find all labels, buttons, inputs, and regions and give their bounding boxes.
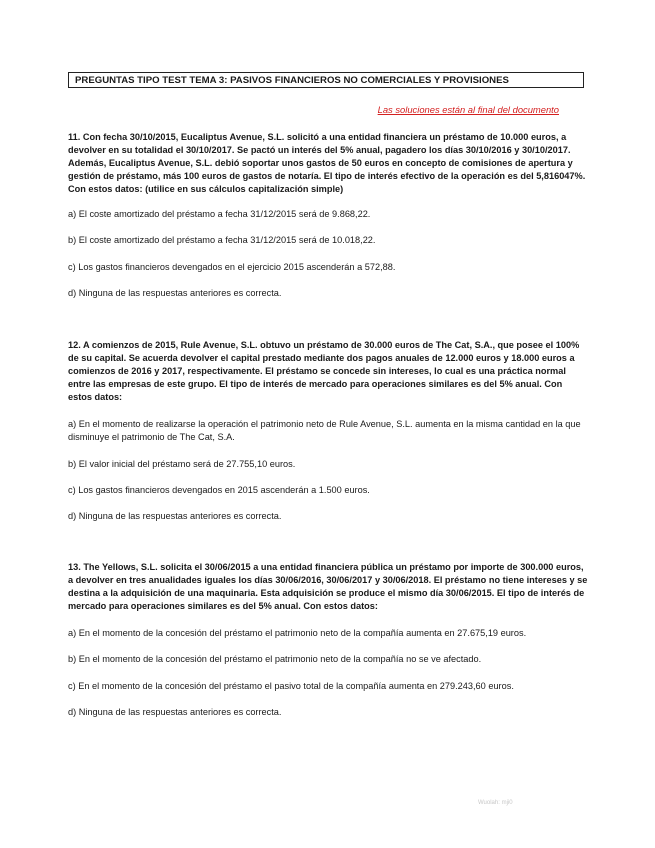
question-12-option-c: c) Los gastos financieros devengados en 2015 ascenderán a 1.500 euros. bbox=[68, 485, 370, 495]
question-13-option-c: c) En el momento de la concesión del préstamo el pasivo total de la compañía aumenta en 279.243,60 euros. bbox=[68, 681, 514, 691]
question-11-option-c: c) Los gastos financieros devengados en el ejercicio 2015 ascenderán a 572,88. bbox=[68, 262, 396, 272]
footer-watermark: Wuolah: mji0 bbox=[478, 800, 513, 806]
question-11-option-b: b) El coste amortizado del préstamo a fecha 31/12/2015 será de 10.018,22. bbox=[68, 235, 376, 245]
question-11-option-d: d) Ninguna de las respuestas anteriores es correcta. bbox=[68, 288, 282, 298]
question-13-option-a: a) En el momento de la concesión del préstamo el patrimonio neto de la compañía aumenta en 27.675,19 euros. bbox=[68, 628, 527, 638]
question-12-option-d: d) Ninguna de las respuestas anteriores es correcta. bbox=[68, 511, 282, 521]
question-12-stem: 12. A comienzos de 2015, Rule Avenue, S.L. obtuvo un préstamo de 30.000 euros de The Cat, S.A., que posee el 100% de su capital. Se acuerda devolver el capital prestado mediante dos pagos anuales de 12.000 euros y 18.000 euros a comienzos de 2016 y 2017, respectivamente. El préstamo se concede sin intereses, lo cual es una práctica normal entre las empresas de este grupo. El tipo de interés de mercado para operaciones similares es del 5% anual. Con estos datos: bbox=[68, 340, 580, 402]
question-11-option-a: a) El coste amortizado del préstamo a fecha 31/12/2015 será de 9.868,22. bbox=[68, 209, 371, 219]
question-12-option-a: a) En el momento de realizarse la operación el patrimonio neto de Rule Avenue, S.L. aumenta en la misma cantidad en la que disminuye el patrimonio de The Cat, S.A. bbox=[68, 419, 581, 442]
question-12-option-b: b) El valor inicial del préstamo será de 27.755,10 euros. bbox=[68, 459, 296, 469]
document-title: PREGUNTAS TIPO TEST TEMA 3: PASIVOS FINANCIEROS NO COMERCIALES Y PROVISIONES bbox=[68, 72, 584, 88]
question-11-stem: 11. Con fecha 30/10/2015, Eucaliptus Avenue, S.L. solicitó a una entidad financiera un préstamo de 10.000 euros, a devolver en su totalidad el 30/10/2017. Se pactó un interés del 5% anual, pagadero los días 30/10/2016 y 30/10/2017. Además, Eucaliptus Avenue, S.L. debió soportar unos gastos de 50 euros en concepto de comisiones de apertura y gestión de préstamo, más 100 euros de gastos de notaría. El tipo de interés efectivo de la operación es del 5,816047%. Con estos datos: (utilice en sus cálculos capitalización simple) bbox=[68, 132, 586, 194]
question-13-option-b: b) En el momento de la concesión del préstamo el patrimonio neto de la compañía no se ve afectado. bbox=[68, 654, 482, 664]
question-13-option-d: d) Ninguna de las respuestas anteriores es correcta. bbox=[68, 707, 282, 717]
question-13-stem: 13. The Yellows, S.L. solicita el 30/06/2015 a una entidad financiera pública un préstamo por importe de 300.000 euros, a devolver en tres anualidades iguales los días 30/06/2016, 30/06/2017 y 30/06/2018. El préstamo no tiene intereses y se destina a la adquisición de una maquinaria. Esta adquisición se produce el mismo día 30/06/2015. El tipo de interés de mercado para operaciones similares es del 5% anual. Con estos datos: bbox=[68, 562, 588, 611]
solutions-note-link[interactable]: Las soluciones están al final del documento bbox=[377, 104, 559, 115]
